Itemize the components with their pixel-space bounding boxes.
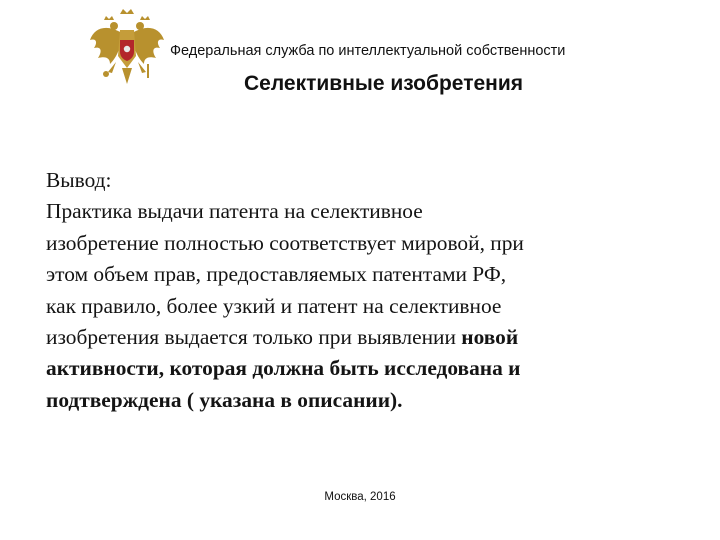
- text-line-bold: [46, 385, 696, 416]
- text-line-bold: [46, 353, 696, 384]
- bold-text: активности, которая должна быть исследована и: [46, 356, 521, 381]
- organization-name: Федеральная служба по интеллектуальной собственности: [170, 43, 566, 59]
- text-line: Практика выдачи патента на селективное: [46, 199, 423, 224]
- text-line-bold: новой: [461, 325, 519, 350]
- footer-location-year: Москва, 2016: [324, 491, 396, 503]
- text-line: [46, 322, 696, 353]
- conclusion-heading: Вывод:: [46, 168, 112, 192]
- text-line: этом объем прав, предоставляемых патентами РФ,: [46, 262, 507, 287]
- text-line-regular: изобретения выдается только при выявлении: [46, 325, 462, 350]
- page-title: Селективные изобретения: [244, 72, 523, 95]
- russian-coat-of-arms-icon: [84, 6, 170, 92]
- text-line: изобретение полностью соответствует мировой, при: [46, 230, 524, 255]
- text-line: как правило, более узкий и патент на селективное: [46, 293, 502, 318]
- bold-text: подтверждена ( указана в описании).: [46, 387, 403, 412]
- conclusion-text: [46, 165, 696, 416]
